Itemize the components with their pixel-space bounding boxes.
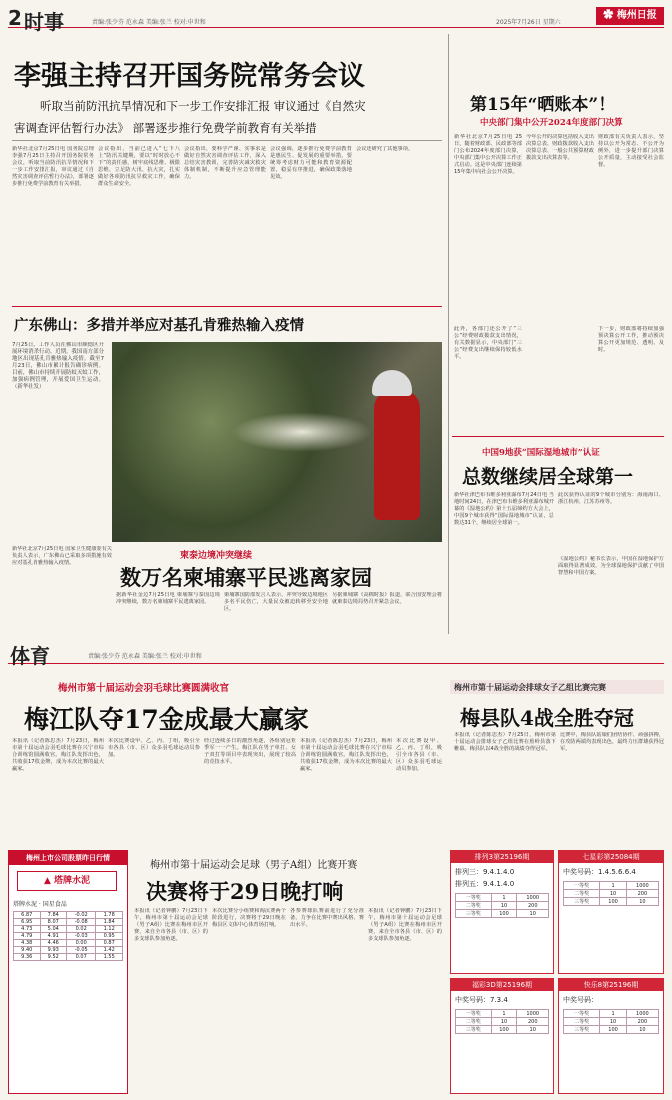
lottery-3d xyxy=(450,978,554,1094)
lead-col-4: 会议强调，逐步推行免费学前教育是惠民生、促发展的重要举措，要统筹考虑财力可能和教育资源配置，稳妥有序推进，确保政策落地见效。 xyxy=(270,146,352,180)
stock-cell: 4.91 xyxy=(40,933,67,940)
stock-cell: 1.55 xyxy=(96,954,123,961)
lottery-qxc xyxy=(558,850,664,974)
prize-cell: 100 xyxy=(491,910,517,918)
stock-cell: 1.12 xyxy=(96,926,123,933)
stock-cell: -0.02 xyxy=(67,912,96,919)
stock-cell: 0.02 xyxy=(67,926,96,933)
meijiang-title: 梅江队夺17金成最大赢家 xyxy=(24,705,309,734)
prize-cell: 一等奖 xyxy=(564,1010,600,1018)
prize-cell: 一等奖 xyxy=(456,894,492,902)
kl8-numbers-label: 中奖号码： xyxy=(563,996,598,1004)
stock-cell: 9.93 xyxy=(40,947,67,954)
editor-credits: 责编:张少芬 范永森 美编:张兰 校对:申世和 xyxy=(92,19,206,26)
page-number: 2 xyxy=(8,6,22,30)
plum-blossom-icon: ✿ xyxy=(603,10,614,21)
paper-logo: ✿ 梅州日报 xyxy=(596,7,664,25)
qxc-prize-table xyxy=(563,881,659,906)
kl8-title: 快乐8第25196期 xyxy=(559,979,663,991)
prize-row xyxy=(564,890,659,898)
prize-cell: 1 xyxy=(491,894,517,902)
prize-cell: 1000 xyxy=(626,882,658,890)
stock-cell: 9.52 xyxy=(40,954,67,961)
cambodia-col-1: 据新华社金边7月25日电 柬埔寨与泰国边境冲突继续，数万名柬埔寨平民逃离家园。 xyxy=(116,592,220,605)
stock-cell: -0.08 xyxy=(67,919,96,926)
stock-cell: -0.05 xyxy=(67,947,96,954)
prize-cell: 二等奖 xyxy=(564,890,600,898)
prize-cell: 100 xyxy=(600,898,626,906)
stock-row xyxy=(14,940,123,947)
prize-cell: 200 xyxy=(517,902,549,910)
stock-row xyxy=(14,919,123,926)
football-col-1: 本报讯（记者钟鹏）7月23日下午，梅州市第十届运动会足球（男子A组）比赛在梅州市区开赛，来自全市各县（市、区）的多支球队参加角逐。 xyxy=(134,908,208,942)
foshan-title: 广东佛山：多措并举应对基孔肯雅热输入疫情 xyxy=(14,317,304,334)
cambodia-col-2: 柬埔寨国防部发言人表示，冲突导致边境地区多名平民伤亡，大量民众被迫转移至安全地区。 xyxy=(224,592,328,612)
wetland-col-3: 《湿地公约》秘书长表示，中国在湿地保护方面取得显著成效，为全球湿地保护贡献了中国智慧和中国方案。 xyxy=(558,556,664,576)
prize-cell: 200 xyxy=(626,1018,658,1026)
stock-cell: 4.46 xyxy=(40,940,67,947)
football-col-2: 本次比赛分小组赛和淘汰赛两个阶段进行，决赛将于29日晚在梅县区文体中心体育场打响。 xyxy=(212,908,286,928)
prize-cell: 二等奖 xyxy=(564,1018,600,1026)
stock-row xyxy=(14,947,123,954)
prize-row xyxy=(456,1018,549,1026)
stock-title: 梅州上市公司股票昨日行情 xyxy=(9,851,127,865)
prize-cell: 三等奖 xyxy=(564,898,600,906)
stock-cell: 1.84 xyxy=(96,919,123,926)
prize-cell: 100 xyxy=(600,1026,626,1034)
qxc-title: 七星彩第25084期 xyxy=(559,851,663,863)
prize-cell: 1000 xyxy=(517,894,549,902)
wetland-kicker: 中国9地获“国际湿地城市”认证 xyxy=(482,448,600,458)
review-col-2: 今年公开的决算包括收入支出决算总表、财政拨款收入支出决算总表、一般公共预算财政拨款支出决算表等。 xyxy=(526,134,594,161)
stock-cell: 9.40 xyxy=(14,947,41,954)
fc3d-numbers: 中奖号码：7.3.4 xyxy=(455,996,508,1004)
lead-subtitle-1: 听取当前防汛抗旱情况和下一步工作安排汇报 审议通过《自然灾 xyxy=(40,99,366,113)
stock-sub-labels: 塔牌水泥 · 国星食品 xyxy=(13,901,67,908)
stock-cell: 5.04 xyxy=(40,926,67,933)
stock-row xyxy=(14,933,123,940)
prize-cell: 1 xyxy=(600,1010,626,1018)
lead-col-3: 会议指出，要科学严谨、实事求是做好自然灾害调查评估工作，深入总结灾害教训，完善防灾减灾救灾体制机制，不断提升应急管理能力。 xyxy=(184,146,266,180)
football-col-4: 本报讯（记者钟鹏）7月23日下午，梅州市第十届运动会足球（男子A组）比赛在梅州市区开赛，来自全市各县（市、区）的多支球队参加角逐。 xyxy=(368,908,442,942)
meijiang-col-2: 本次比赛设甲、乙、丙、丁组，吸引全市各县（市、区）众多羽毛球运动员参加。 xyxy=(108,738,200,758)
meixian-col-1: 本报讯（记者陈思杰）7月25日，梅州市第十届运动会排球女子乙组比赛在蕉岭县落下帷幕。梅县队以4战全胜的战绩夺得冠军。 xyxy=(454,732,556,752)
meijiang-col-1: 本报讯（记者陈思杰）7月23日，梅州市第十届运动会羽毛球比赛在兴宁市综合训练馆圆满收官。梅江队发挥出色，共收获17枚金牌，成为本次比赛的最大赢家。 xyxy=(12,738,104,772)
prize-row xyxy=(456,1026,549,1034)
sports-editor-credits: 责编:张少芬 范永森 美编:张兰 校对:申世和 xyxy=(88,653,202,660)
prize-cell: 1000 xyxy=(517,1010,549,1018)
stock-cell: 9.36 xyxy=(14,954,41,961)
stock-cell: 7.84 xyxy=(40,912,67,919)
sports-section-name: 体育 xyxy=(10,644,50,668)
review-kicker: 第15年“晒账本”！ xyxy=(470,95,616,115)
prize-cell: 10 xyxy=(517,910,549,918)
stock-cell: 0.95 xyxy=(96,933,123,940)
cambodia-kicker: 柬泰边境冲突继续 xyxy=(180,551,253,561)
wetland-col-1: 新华社津巴布韦维多利亚瀑布7月24日电 当地时间24日，在津巴布韦维多利亚瀑布城开幕的《湿地公约》第十五届缔约方大会上，中国9个城市获得“国际湿地城市”认证，总数达31个，继续居全球第一。 xyxy=(454,492,554,526)
cambodia-title: 数万名柬埔寨平民逃离家园 xyxy=(120,565,372,590)
cambodia-col-3: 另据柬埔寨《高棉时报》报道，联合国安理会将就柬泰边境局势召开紧急会议。 xyxy=(332,592,442,605)
stock-cell: 4.73 xyxy=(14,926,41,933)
prize-cell: 10 xyxy=(600,890,626,898)
meijiang-col-5: 本次比赛设甲、乙、丙、丁组，吸引全市各县（市、区）众多羽毛球运动员参加。 xyxy=(396,738,442,772)
lottery-pl3 xyxy=(450,850,554,974)
stock-cell: 0.87 xyxy=(96,940,123,947)
worker-figure xyxy=(374,390,420,520)
fc3d-prize-table xyxy=(455,1009,549,1034)
stock-table xyxy=(13,911,123,961)
prize-cell: 10 xyxy=(491,902,517,910)
prize-cell: 200 xyxy=(517,1018,549,1026)
stock-box xyxy=(8,850,128,1094)
stock-cell: -0.03 xyxy=(67,933,96,940)
lottery-kl8 xyxy=(558,978,664,1094)
stock-cell: 1.78 xyxy=(96,912,123,919)
prize-cell: 10 xyxy=(626,1026,658,1034)
lead-col-1: 新华社北京7月25日电 国务院总理李强7月25日主持召开国务院常务会议，听取当前防汛抗旱情况和下一步工作安排汇报，审议通过《自然灾害调查评估暂行办法》，部署逐步推行免费学前教育有关举措。 xyxy=(12,146,94,187)
meijiang-col-3: 经过连续多日的激烈角逐，各组别冠亚季军一一产生。梅江队在男子单打、女子双打等项目中表现突出，展现了较高的竞技水平。 xyxy=(204,738,296,765)
review-col-1: 新华社北京7月25日电 25日，随着财政部、民政部等部门公布2024年度部门决算，中央部门集中公开决算工作正式启动。这是中央部门连续第15年集中向社会公开决算。 xyxy=(454,134,522,175)
stock-row xyxy=(14,926,123,933)
prize-cell: 10 xyxy=(600,1018,626,1026)
stock-cell: 8.07 xyxy=(40,919,67,926)
lead-title: 李强主持召开国务院常务会议 xyxy=(14,61,365,92)
pl3-title: 排列3第25196期 xyxy=(451,851,553,863)
masthead xyxy=(8,6,664,34)
review-col-5: 下一步，财政部将持续加强预决算公开工作，推动预决算公开更加规范、透明、及时。 xyxy=(598,326,664,353)
prize-cell: 二等奖 xyxy=(456,1018,492,1026)
stock-cell: 0.00 xyxy=(67,940,96,947)
spray-mist xyxy=(232,412,372,452)
meixian-kicker: 梅州市第十届运动会排球女子乙组比赛完赛 xyxy=(454,682,606,692)
kl8-prize-table xyxy=(563,1009,659,1034)
stock-cell: 4.38 xyxy=(14,940,41,947)
meijiang-col-4: 本报讯（记者陈思杰）7月23日，梅州市第十届运动会羽毛球比赛在兴宁市综合训练馆圆满收官。梅江队发挥出色，共收获17枚金牌，成为本次比赛的最大赢家。 xyxy=(300,738,392,772)
prize-cell: 1 xyxy=(600,882,626,890)
foshan-photo xyxy=(112,342,442,542)
prize-cell: 10 xyxy=(626,898,658,906)
fc3d-title: 福彩3D第25196期 xyxy=(451,979,553,991)
prize-row xyxy=(564,1018,659,1026)
prize-cell: 10 xyxy=(491,1018,517,1026)
stock-cell: 1.42 xyxy=(96,947,123,954)
issue-date: 2025年7月26日 星期六 xyxy=(496,19,561,26)
meixian-col-2: 比赛中，梅县队姑娘们团结协作、顽强拼搏，在攻防两端均表现出色，最终力压群雄获得冠军。 xyxy=(560,732,664,752)
lead-subtitle-2: 害调查评估暂行办法》 部署逐步推行免费学前教育有关举措 xyxy=(14,121,317,135)
review-col-3: 财政部有关负责人表示，坚持以公开为常态、不公开为例外，进一步提升部门决算公开质量，主动接受社会监督。 xyxy=(598,134,664,168)
stock-cell: 4.79 xyxy=(14,933,41,940)
prize-cell: 200 xyxy=(626,890,658,898)
prize-row xyxy=(564,898,659,906)
prize-row xyxy=(564,882,659,890)
stock-cell: 6.87 xyxy=(14,912,41,919)
lead-col-5: 会议还研究了其他事项。 xyxy=(356,146,414,152)
stock-row xyxy=(14,912,123,919)
stock-cell: 6.95 xyxy=(14,919,41,926)
prize-cell: 1 xyxy=(491,1010,517,1018)
prize-row xyxy=(564,1010,659,1018)
prize-cell: 1000 xyxy=(626,1010,658,1018)
prize-cell: 100 xyxy=(491,1026,517,1034)
stock-logo: ▲ 塔牌水泥 xyxy=(17,871,117,891)
pl3-prize-table xyxy=(455,893,549,918)
prize-cell: 一等奖 xyxy=(564,882,600,890)
football-title: 决赛将于29日晚打响 xyxy=(146,879,344,904)
foshan-body-1: 新华社北京7月25日电 国家卫生健康委有关负责人表示，广东佛山已采取多项措施有效应对基孔肯雅热输入疫情。 xyxy=(12,546,112,566)
football-col-3: 各参赛球队赛前进行了充分准备，力争在比赛中赛出风格、赛出水平。 xyxy=(290,908,364,928)
prize-cell: 三等奖 xyxy=(564,1026,600,1034)
prize-row xyxy=(564,1026,659,1034)
football-kicker: 梅州市第十届运动会足球（男子A组）比赛开赛 xyxy=(150,860,358,871)
prize-cell: 三等奖 xyxy=(456,1026,492,1034)
prize-cell: 二等奖 xyxy=(456,902,492,910)
prize-cell: 10 xyxy=(517,1026,549,1034)
wetland-col-2: 此次获得认证的9个城市分别为：海南海口、浙江杭州、江苏苏州等。 xyxy=(558,492,664,505)
wetland-title: 总数继续居全球第一 xyxy=(462,466,634,488)
prize-row xyxy=(456,910,549,918)
review-subtitle: 中央部门集中公开2024年度部门决算 xyxy=(480,118,623,128)
lead-col-2: 会议指出，当前已进入“七下八上”防汛关键期，要以“时时放心不下”的责任感，树牢底线思维、极限思维，立足防大汛、抗大灾，扎实做好各项防汛抗旱救灾工作，确保群众生命安全。 xyxy=(98,146,180,187)
pl3-numbers: 排列三：9.4.1.4.0 xyxy=(455,868,515,876)
qxc-numbers: 中奖号码：1.4.5.6.6.4 xyxy=(563,868,636,876)
foshan-caption: 7月25日，工作人员在佛山市顺德区开展环境消杀行动。近期，我国南方部分地区出现基孔肯雅热输入疫情。截至7月23日，佛山市累计报告确诊病例。目前，佛山市持续开展防蚊灭蚊工作，加强病例管理，开展爱国卫生运动。（新华社发） xyxy=(12,342,104,390)
prize-row xyxy=(456,902,549,910)
tower-icon: ▲ xyxy=(43,876,51,886)
stock-cell: 0.07 xyxy=(67,954,96,961)
review-col-4: 此外，各部门还公开了“三公”经费财政拨款支出情况，有关数据显示，中央部门“三公”经费支出继续保持较低水平。 xyxy=(454,326,522,360)
section-name: 时事 xyxy=(24,10,64,34)
stock-row xyxy=(14,954,123,961)
prize-row xyxy=(456,894,549,902)
pl5-numbers: 排列五：9.4.1.4.0 xyxy=(455,880,515,888)
meijiang-kicker: 梅州市第十届运动会羽毛球比赛圆满收官 xyxy=(58,683,230,694)
sports-masthead xyxy=(8,640,664,668)
prize-cell: 一等奖 xyxy=(456,1010,492,1018)
prize-row xyxy=(456,1010,549,1018)
prize-cell: 三等奖 xyxy=(456,910,492,918)
meixian-title: 梅县队4战全胜夺冠 xyxy=(460,706,634,730)
